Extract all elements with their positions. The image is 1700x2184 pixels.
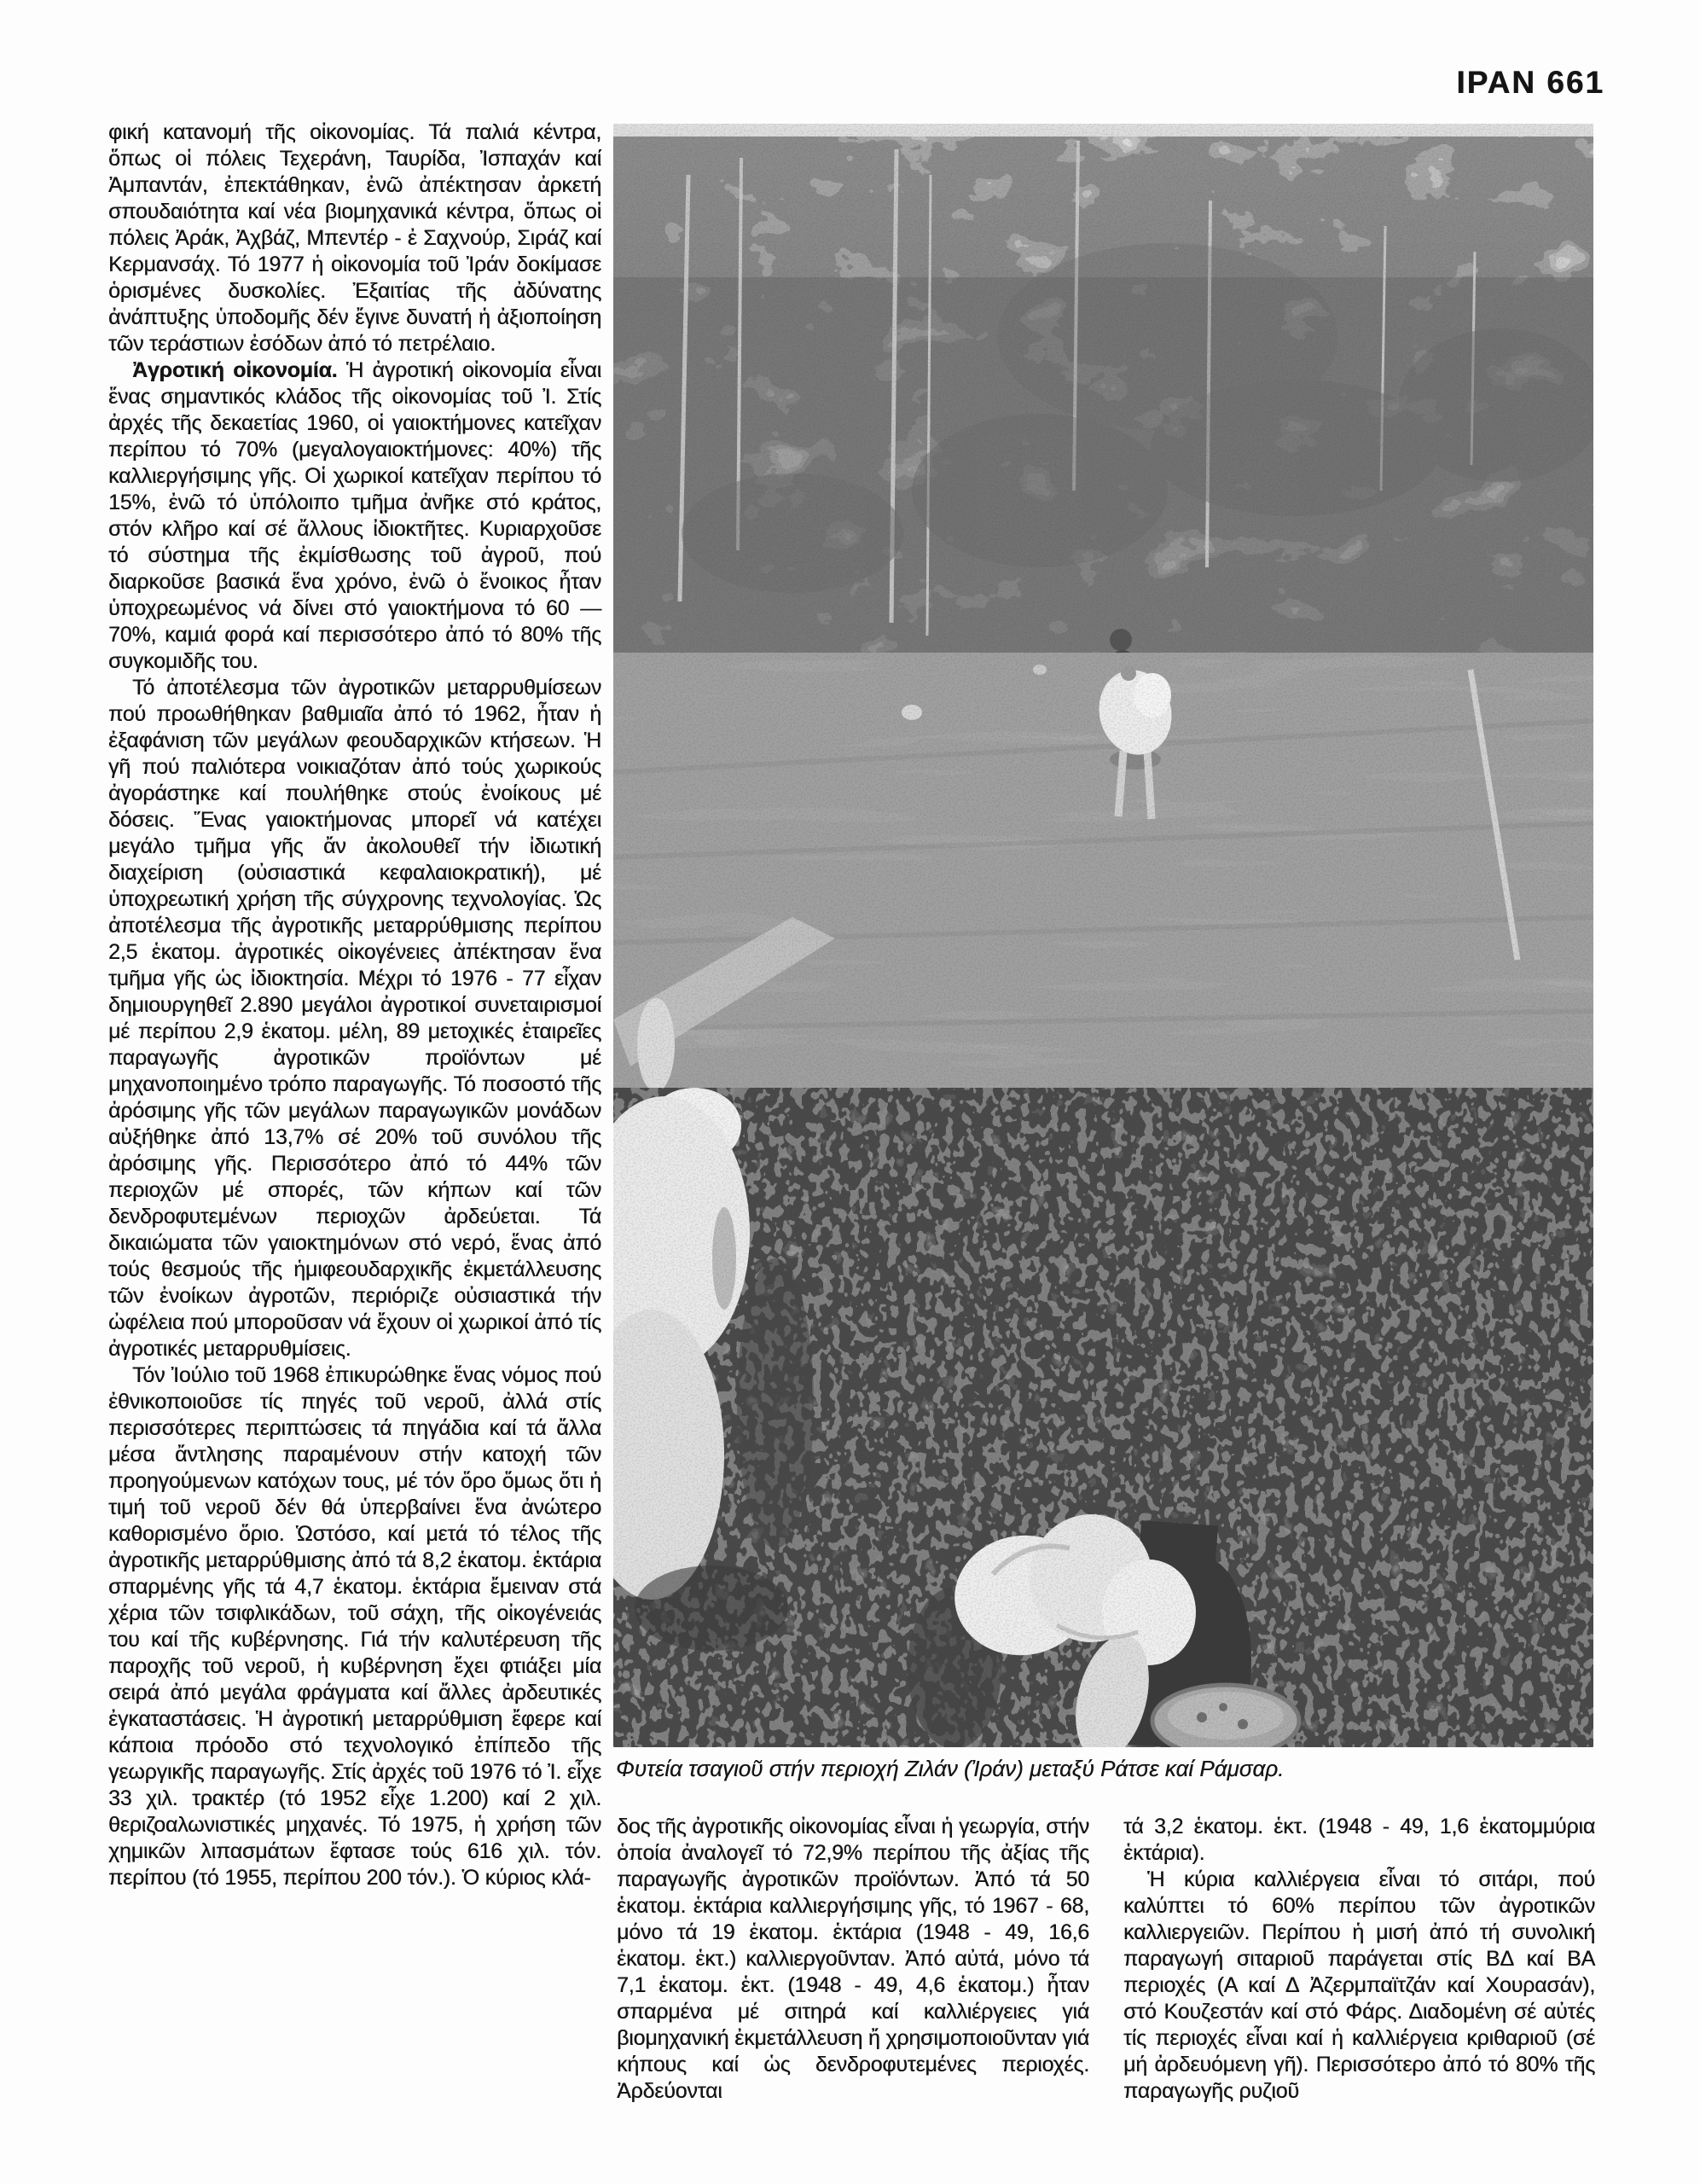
paragraph <box>108 357 601 675</box>
paragraph-text: Ἡ ἀγροτική οἰκονομία εἶναι ἕνας σημαντικός κλάδος τῆς οἰκονομίας τοῦ Ἰ. Στίς ἀρχές τῆς δεκαετίας 1960, οἱ γαιοκτήμονες κατεῖχαν περίπου τό 70% (μεγαλογαιοκτήμονες: 40%) τῆς καλλιεργήσιμης γῆς. Οἱ χωρικοί κατεῖχαν περίπου τό 15%, ἐνῶ τό ὑπόλοιπο τμῆμα ἀνῆκε στό κράτος, στόν κλῆρο καί σέ ἄλλους ἰδιοκτῆτες. Κυριαρχοῦσε τό σύστημα τῆς ἐκμίσθωσης τοῦ ἀγροῦ, πού διαρκοῦσε βασικά ἕνα χρόνο, ἐνῶ ὁ ἔνοικος ἦταν ὑποχρεωμένος νά δίνει στό γαιοκτήμονα τό 60 — 70%, καμιά φορά καί περισσότερο ἀπό τό 80% τῆς συγκομιδῆς του. <box>108 358 602 673</box>
page-header-number: ΙΡΑΝ 661 <box>1456 65 1604 100</box>
paragraph: Ἡ κύρια καλλιέργεια εἶναι τό σιτάρι, πού καλύπτει τό 60% περίπου τῶν ἀγροτικῶν καλλιεργειῶν. Περίπου ἡ μισή ἀπό τή συνολική παραγωγή σιταριοῦ παράγεται στίς ΒΔ καί ΒΑ περιοχές (Α καί Δ Ἀζερμπαϊτζάν καί Χουρασάν), στό Κουζεστάν καί στό Φάρς. Διαδομένη σέ αὐτές τίς περιοχές εἶναι καί ἡ καλλιέργεια κριθαριοῦ (σέ μή ἀρδευόμενη γῆ). Περισσότερο ἀπό τό 80% τῆς παραγωγῆς ρυζιοῦ <box>1123 1867 1595 2103</box>
paragraph: τά 3,2 ἑκατομ. ἑκτ. (1948 - 49, 1,6 ἑκατομμύρια ἑκτάρια). <box>1123 1815 1595 1865</box>
photo-image <box>613 124 1593 1747</box>
paragraph: δος τῆς ἀγροτικῆς οἰκονομίας εἶναι ἡ γεωργία, στήν ὁποία ἀναλογεῖ τό 72,9% περίπου τῆς ἀξίας τῆς παραγωγῆς ἀγροτικῶν προϊόντων. Ἀπό τά 50 ἑκατομ. ἑκτάρια καλλιεργήσιμης γῆς, τό 1967 - 68, μόνο τά 19 ἑκατομ. ἑκτάρια (1948 - 49, 16,6 ἑκατομ. ἑκτ.) καλλιεργοῦνταν. Ἀπό αὐτά, μόνο τά 7,1 ἑκατομ. ἑκτ. (1948 - 49, 4,6 ἑκατομ.) ἦταν σπαρμένα μέ σιτηρά καί καλλιέργειες γιά βιομηχανική ἐκμετάλλευση ἤ χρησιμοποιοῦνταν γιά κήπους καί ὡς δενδροφυτεμένες περιοχές. Ἀρδεύονται <box>617 1815 1089 2103</box>
paragraph: Τόν Ἰούλιο τοῦ 1968 ἐπικυρώθηκε ἕνας νόμος πού ἐθνικοποιοῦσε τίς πηγές τοῦ νεροῦ, ἀλλά στίς περισσότερες περιπτώσεις τά πηγάδια καί τά ἄλλα μέσα ἄντλησης παραμένουν στήν κατοχή τῶν προηγούμενων κατόχων τους, μέ τόν ὅρο ὅμως ὅτι ἡ τιμή τοῦ νεροῦ δέν θά ὑπερβαίνει ἕνα ἀνώτερο καθορισμένο ὅριο. Ὡστόσο, καί μετά τό τέλος τῆς ἀγροτικῆς μεταρρύθμισης ἀπό τά 8,2 ἑκατομ. ἑκτάρια σπαρμένης γῆς τά 4,7 ἑκατομ. ἑκτάρια ἔμειναν στά χέρια τῶν τσιφλικάδων, τοῦ σάχη, τῆς οἰκογένειάς του καί τῆς κυβέρνησης. Γιά τήν καλυτέρευση τῆς παροχῆς τοῦ νεροῦ, ἡ κυβέρνηση ἔχει φτιάξει μία σειρά ἀπό μεγάλα φράγματα καί ἄλλες ἀρδευτικές ἐγκαταστάσεις. Ἡ ἀγροτική μεταρρύθμιση ἔφερε καί κάποια πρόοδο στό τεχνολογικό ἐπίπεδο τῆς γεωργικῆς παραγωγῆς. Στίς ἀρχές τοῦ 1976 τό Ἰ. εἶχε 33 χιλ. τρακτέρ (τό 1952 εἶχε 1.200) καί 2 χιλ. θεριζοαλωνιστικές μηχανές. Τό 1975, ἡ χρήση τῶν χημικῶν λιπασμάτων ἔφτασε τούς 616 χιλ. τόν. περίπου (τό 1955, περίπου 200 τόν.). Ὁ κύριος κλά- <box>108 1363 601 1890</box>
bottom-right-text-column <box>1123 1814 1595 2105</box>
bottom-middle-text-column <box>617 1814 1089 2105</box>
left-text-column <box>108 119 601 1891</box>
photo-caption: Φυτεία τσαγιοῦ στήν περιοχή Ζιλάν (Ἰράν) μεταξύ Ράτσε καί Ράμσαρ. <box>616 1756 1285 1781</box>
tea-plantation-photo <box>613 124 1593 1747</box>
photo-grain <box>613 124 1593 1747</box>
paragraph: Τό ἀποτέλεσμα τῶν ἀγροτικῶν μεταρρυθμίσεων πού προωθήθηκαν βαθμιαῖα ἀπό τό 1962, ἦταν ἡ ἐξαφάνιση τῶν μεγάλων φεουδαρχικῶν κτήσεων. Ἡ γῆ πού παλιότερα νοικιαζόταν ἀπό τούς χωρικούς ἀγοράστηκε καί πουλήθηκε στούς ἐνοίκους μέ δόσεις. Ἕνας γαιοκτήμονας μπορεῖ νά κατέχει μεγάλο τμῆμα γῆς ἄν ἀκολουθεῖ τήν ἰδιωτική διαχείριση (οὐσιαστικά κεφαλαιοκρατική), μέ ὑποχρεωτική χρήση τῆς σύγχρονης τεχνολογίας. Ὡς ἀποτέλεσμα τῆς ἀγροτικῆς μεταρρύθμισης περίπου 2,5 ἑκατομ. ἀγροτικές οἰκογένειες ἀπέκτησαν ἕνα τμῆμα γῆς ὡς ἰδιοκτησία. Μέχρι τό 1976 - 77 εἶχαν δημιουργηθεῖ 2.890 μεγάλοι ἀγροτικοί συνεταιρισμοί μέ περίπου 2,9 ἑκατομ. μέλη, 89 μετοχικές ἑταιρεῖες παραγωγῆς ἀγροτικῶν προϊόντων μέ μηχανοποιημένο τρόπο παραγωγῆς. Τό ποσοστό τῆς ἀρόσιμης γῆς τῶν μεγάλων παραγωγικῶν μονάδων αὐξήθηκε ἀπό 13,7% σέ 20% τοῦ συνόλου τῆς ἀρόσιμης γῆς. Περισσότερο ἀπό τό 44% τῶν περιοχῶν μέ σπορές, τῶν κήπων καί τῶν δενδροφυτεμένων περιοχῶν ἀρδεύεται. Τά δικαιώματα τῶν γαιοκτημόνων στό νερό, ἕνας ἀπό τούς θεσμούς τῆς ἡμιφεουδαρχικῆς ἐκμετάλλευσης τῶν ἐνοίκων ἀγροτῶν, περιόριζε οὐσιαστικά τήν ὠφέλεια πού μποροῦσαν νά ἔχουν οἱ χωρικοί ἀπό τίς ἀγροτικές μεταρρυθμίσεις. <box>108 676 601 1361</box>
paragraph: φική κατανομή τῆς οἰκονομίας. Τά παλιά κέντρα, ὅπως οἱ πόλεις Τεχεράνη, Ταυρίδα, Ἰσπαχάν καί Ἀμπαντάν, ἐπεκτάθηκαν, ἐνῶ ἀπέκτησαν ἀρκετή σπουδαιότητα καί νέα βιομηχανικά κέντρα, ὅπως οἱ πόλεις Ἀράκ, Ἀχβάζ, Μπεντέρ - ἐ Σαχνούρ, Σιράζ καί Κερμανσάχ. Τό 1977 ἡ οἰκονομία τοῦ Ἰράν δοκίμασε ὁρισμένες δυσκολίες. Ἐξαιτίας τῆς ἀδύνατης ἀνάπτυξης ὑποδομῆς δέν ἔγινε δυνατή ἡ ἀξιοποίηση τῶν τεράστιων ἐσόδων ἀπό τό πετρέλαιο. <box>108 120 601 356</box>
paragraph-lead: Ἀγροτική οἰκονομία. <box>132 358 338 382</box>
